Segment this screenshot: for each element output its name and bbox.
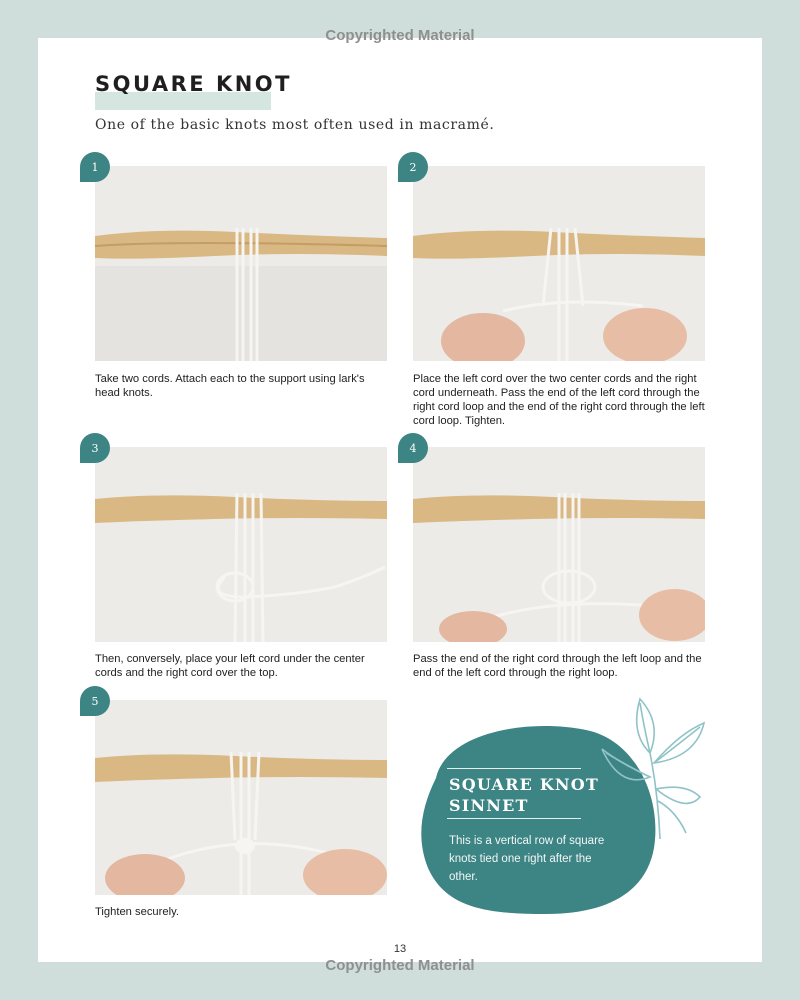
leaf-branch-icon: [600, 693, 712, 841]
watermark-top: Copyrighted Material: [325, 27, 475, 44]
step-5-photo: [95, 700, 387, 895]
step-3-badge: 3: [80, 433, 110, 463]
book-page: [38, 38, 762, 962]
page-title: SQUARE KNOT: [95, 72, 292, 96]
step-2-badge: 2: [398, 152, 428, 182]
step-3-caption: Then, conversely, place your left cord under the center cords and the right cord over the top.: [95, 653, 365, 679]
title-block: [95, 72, 292, 96]
page-subtitle: One of the basic knots most often used in macramé.: [95, 117, 495, 133]
sidebar-text: This is a vertical row of square knots tied one right after the other.: [449, 835, 605, 883]
sidebar-rule-top: [447, 768, 581, 769]
step-4-badge: 4: [398, 433, 428, 463]
step-1-badge: 1: [80, 152, 110, 182]
page-number: 13: [393, 943, 407, 955]
sidebar-rule-bottom: [447, 818, 581, 819]
step-4-caption: Pass the end of the right cord through the left loop and the end of the left cord through the right loop.: [413, 653, 702, 679]
step-4-photo: [413, 447, 705, 642]
watermark-bottom: Copyrighted Material: [325, 957, 475, 974]
step-5-caption: Tighten securely.: [95, 906, 179, 918]
step-3-photo: [95, 447, 387, 642]
sidebar-title: SQUARE KNOT SINNET: [449, 775, 600, 815]
step-1-photo: [95, 166, 387, 361]
step-2-photo: [413, 166, 705, 361]
step-5-badge: 5: [80, 686, 110, 716]
step-2-caption: Place the left cord over the two center cords and the right cord underneath. Pass the end of the left cord through the right cord loop and the end of the right cord through the left cord loop. Tighten.: [413, 373, 705, 427]
step-1-caption: Take two cords. Attach each to the support using lark's head knots.: [95, 373, 365, 399]
